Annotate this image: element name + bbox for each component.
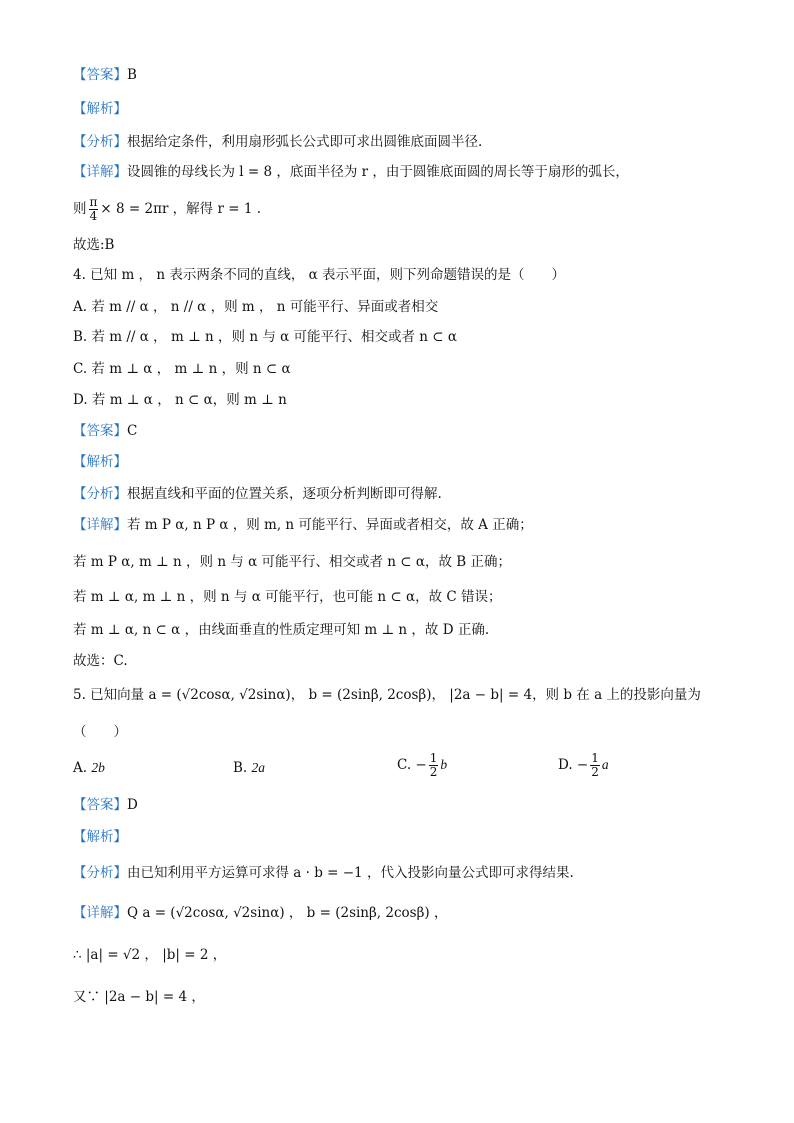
analysis-tag: 【解析】 (73, 101, 127, 117)
q3-analysis-tag (73, 100, 127, 118)
q5-fenxi: 由已知利用平方运算可求得 a · b = −1 ，代入投影向量公式即可求得结果. (127, 865, 574, 881)
q5-option-a: A. 2b (73, 760, 105, 776)
q5-detail-line-1: 【详解】Q a = (√2cosα, √2sinα) ， b = (2sinβ, 2cosβ) ， (73, 905, 448, 921)
pi-over-4-fraction: $\frac{\pi}{4}$ (89, 195, 98, 223)
fenxi-tag: 【分析】 (73, 134, 127, 150)
q3-fenxi-line (73, 133, 482, 151)
q5-paren: （ ） (73, 724, 127, 740)
q4-answer: C (127, 423, 138, 439)
q4-option-a: A. 若 m // α ， n // α ，则 m ， n 可能平行、异面或者相交 (73, 299, 439, 315)
answer-tag: 【答案】 (73, 67, 127, 83)
q5-fenxi-line: 【分析】由已知利用平方运算可求得 a · b = −1 ，代入投影向量公式即可求得结果. (73, 865, 574, 881)
q5-detail-1: Q a = (√2cosα, √2sinα) ， b = (2sinβ, 2cosβ) ， (127, 905, 448, 921)
q3-fenxi: 根据给定条件，利用扇形弧长公式即可求出圆锥底面圆半径. (127, 134, 483, 150)
q5-option-d: D. − $\frac{1}{2}$ a (558, 751, 609, 779)
q4-analysis-tag: 【解析】 (73, 454, 127, 470)
q3-detail-line-1 (73, 163, 629, 181)
vector-a-def: a = (√2cosα, √2sinα) (148, 687, 291, 703)
q5-answer-line: 【答案】D (73, 797, 138, 813)
q4-detail-3: 若 m ⊥ α, m ⊥ n ，则 n 与 α 可能平行，也可能 n ⊂ α，故 C 错误； (73, 589, 502, 605)
q5-option-c: C. − $\frac{1}{2}$ b (397, 751, 448, 779)
q3-conclusion: 故选:B (73, 237, 115, 253)
q4-fenxi-line: 【分析】根据直线和平面的位置关系，逐项分析判断即可得解. (73, 486, 442, 502)
q4-stem: 4. 已知 m ， n 表示两条不同的直线， α 表示平面，则下列命题错误的是（ ） (73, 267, 566, 283)
q3-answer-line (73, 66, 137, 84)
abs-condition: |2a − b| = 4 (449, 687, 533, 703)
q3-answer: B (127, 67, 137, 83)
q5-answer: D (127, 797, 138, 813)
q4-option-d: D. 若 m ⊥ α ， n ⊂ α，则 m ⊥ n (73, 392, 287, 408)
q5-stem: 5. 已知向量 a = (√2cosα, √2sinα)， b = (2sinβ, 2cosβ)， |2a − b| = 4，则 b 在 a 上的投影向量为 (73, 687, 701, 703)
q4-detail-4: 若 m ⊥ α, n ⊂ α ，由线面垂直的性质定理可知 m ⊥ n ，故 D 正确. (73, 622, 490, 638)
q4-detail-line-1: 【详解】若 m P α, n P α ，则 m, n 可能平行、异面或者相交，故 A 正确； (73, 517, 533, 533)
vector-b-def: b = (2sinβ, 2cosβ) (308, 687, 432, 703)
q4-fenxi: 根据直线和平面的位置关系，逐项分析判断即可得解. (127, 486, 442, 502)
q5-detail-3: 又∵ |2a − b| = 4 ， (73, 989, 205, 1005)
q5-detail-2: ∴ |a| = √2 ， |b| = 2 ， (73, 947, 227, 963)
q5-option-b: B. 2a (233, 760, 266, 776)
q4-option-b: B. 若 m // α ， m ⊥ n ，则 n 与 α 可能平行、相交或者 n ⊂ α (73, 329, 458, 345)
q4-option-c: C. 若 m ⊥ α ， m ⊥ n ，则 n ⊂ α (73, 361, 291, 377)
xiangjie-tag: 【详解】 (73, 164, 127, 180)
q4-conclusion: 故选：C. (73, 653, 128, 669)
q4-detail-1: 若 m P α, n P α ，则 m, n 可能平行、异面或者相交，故 A 正确； (127, 517, 533, 533)
q4-detail-2: 若 m P α, m ⊥ n ，则 n 与 α 可能平行、相交或者 n ⊂ α，故 B 正确； (73, 554, 511, 570)
q3-detail-line-2: 则 $\frac{\pi}{4}$ × 8 = 2πr ，解得 r = 1 . (73, 195, 261, 223)
q5-analysis-tag: 【解析】 (73, 829, 127, 845)
q4-answer-line: 【答案】C (73, 423, 138, 439)
q3-detail-1: 设圆锥的母线长为 l = 8 ，底面半径为 r ，由于圆锥底面圆的周长等于扇形的弧长， (127, 164, 629, 180)
